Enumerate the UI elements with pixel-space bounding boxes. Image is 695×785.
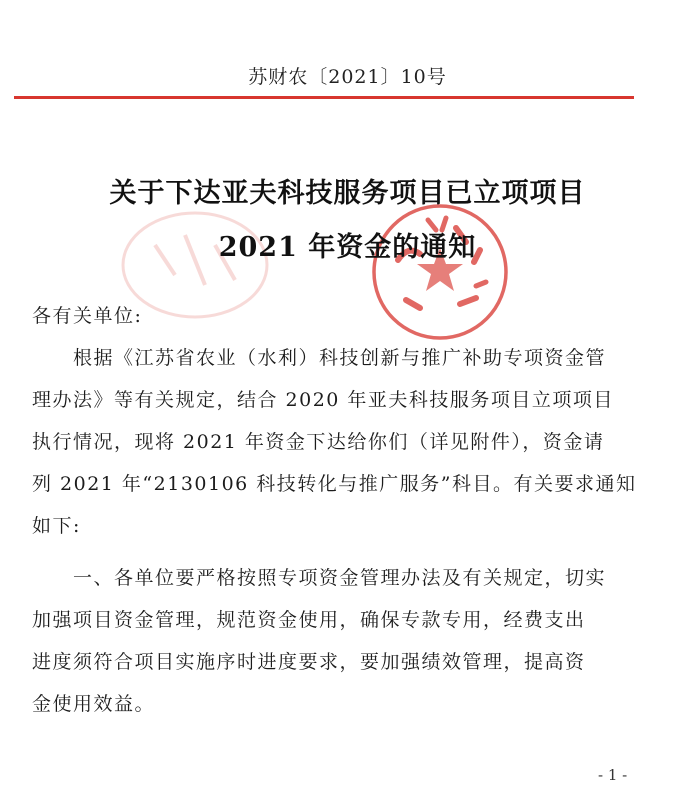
document-title-line-2: 2021 年资金的通知: [218, 232, 477, 263]
page-number: - 1 -: [598, 766, 628, 784]
body-line: 根据《江苏省农业（水利）科技创新与推广补助专项资金管: [32, 347, 607, 369]
body-line: 一、各单位要严格按照专项资金管理办法及有关规定，切实: [32, 567, 607, 589]
body-line: 列 2021 年“2130106 科技转化与推广服务”科目。有关要求通知: [32, 473, 637, 495]
red-header-rule: [14, 96, 634, 99]
body-line: 如下:: [32, 515, 81, 537]
document-title-line-1: 关于下达亚夫科技服务项目已立项项目: [109, 178, 586, 209]
body-line: 执行情况，现将 2021 年资金下达给你们（详见附件），资金请: [32, 431, 605, 453]
body-line: 理办法》等有关规定，结合 2020 年亚夫科技服务项目立项项目: [32, 389, 614, 411]
body-line: 加强项目资金管理，规范资金使用，确保专款专用，经费支出: [32, 609, 586, 631]
body-line: 进度须符合项目实施序时进度要求，要加强绩效管理，提高资: [32, 651, 586, 673]
body-line: 金使用效益。: [32, 693, 156, 715]
document-number: 苏财农〔2021〕10号: [248, 66, 447, 88]
salutation: 各有关单位:: [32, 305, 143, 327]
